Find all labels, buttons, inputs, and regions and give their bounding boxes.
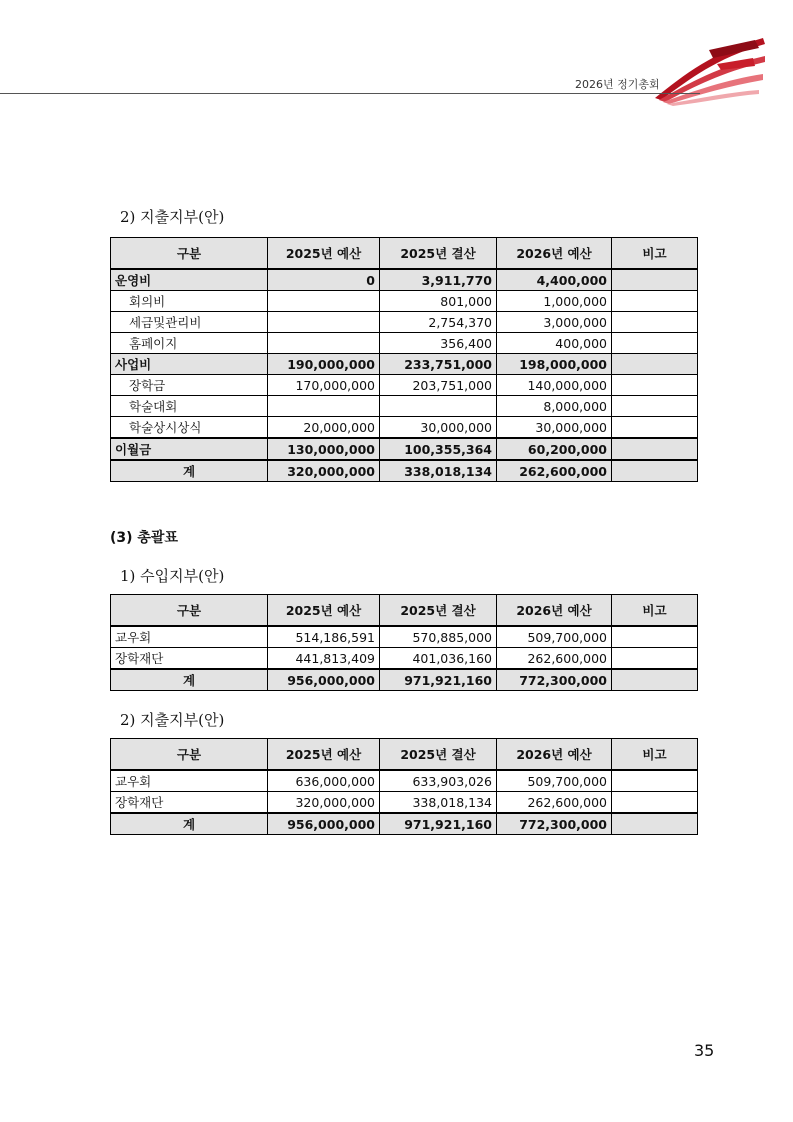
table-row (111, 375, 698, 396)
cell-budget-2026: 60,200,000 (497, 438, 612, 460)
cell-settle-2025: 570,885,000 (380, 626, 497, 648)
cell-settle-2025: 3,911,770 (380, 269, 497, 291)
table-header-row (111, 238, 698, 270)
cell-budget-2026: 262,600,000 (497, 792, 612, 814)
table-total-row (111, 813, 698, 835)
cell-note (612, 333, 698, 354)
column-header: 구분 (111, 595, 268, 627)
column-header: 2025년 결산 (380, 238, 497, 270)
expense-heading: 2) 지출지부(안) (120, 208, 225, 226)
table-header-row (111, 595, 698, 627)
cell-settle-2025: 338,018,134 (380, 460, 497, 482)
cell-note (612, 626, 698, 648)
cell-note (612, 417, 698, 439)
cell-budget-2025: 514,186,591 (268, 626, 380, 648)
table-total-row (111, 669, 698, 691)
cell-budget-2025: 636,000,000 (268, 770, 380, 792)
cell-settle-2025: 203,751,000 (380, 375, 497, 396)
cell-settle-2025: 233,751,000 (380, 354, 497, 375)
cell-budget-2025: 320,000,000 (268, 792, 380, 814)
cell-budget-2026: 262,600,000 (497, 648, 612, 670)
row-label: 사업비 (111, 354, 268, 375)
cell-budget-2026: 400,000 (497, 333, 612, 354)
cell-budget-2025: 190,000,000 (268, 354, 380, 375)
row-label: 계 (111, 669, 268, 691)
table-row (111, 770, 698, 792)
column-header: 비고 (612, 739, 698, 771)
cell-note (612, 669, 698, 691)
table-row (111, 333, 698, 354)
income-heading: 1) 수입지부(안) (120, 567, 225, 585)
cell-settle-2025: 971,921,160 (380, 813, 497, 835)
row-label: 세금및관리비 (111, 312, 268, 333)
cell-budget-2026: 30,000,000 (497, 417, 612, 439)
cell-settle-2025: 338,018,134 (380, 792, 497, 814)
cell-note (612, 396, 698, 417)
cell-settle-2025: 971,921,160 (380, 669, 497, 691)
cell-budget-2025: 20,000,000 (268, 417, 380, 439)
cell-budget-2025 (268, 291, 380, 312)
cell-budget-2025: 130,000,000 (268, 438, 380, 460)
row-label: 교우회 (111, 770, 268, 792)
column-header: 비고 (612, 238, 698, 270)
column-header: 2025년 예산 (268, 595, 380, 627)
column-header: 구분 (111, 238, 268, 270)
column-header: 2025년 예산 (268, 739, 380, 771)
row-label: 장학재단 (111, 648, 268, 670)
column-header: 2026년 예산 (497, 595, 612, 627)
cell-settle-2025: 801,000 (380, 291, 497, 312)
row-label: 계 (111, 460, 268, 482)
page-number: 35 (694, 1041, 715, 1060)
cell-note (612, 375, 698, 396)
column-header: 2026년 예산 (497, 238, 612, 270)
table-row (111, 396, 698, 417)
cell-settle-2025: 633,903,026 (380, 770, 497, 792)
cell-budget-2025 (268, 396, 380, 417)
summary-income-table (110, 594, 698, 691)
cell-note (612, 792, 698, 814)
cell-note (612, 438, 698, 460)
cell-budget-2026: 140,000,000 (497, 375, 612, 396)
table-row (111, 648, 698, 670)
row-label: 학술상시상식 (111, 417, 268, 439)
cell-budget-2025 (268, 333, 380, 354)
row-label: 홈페이지 (111, 333, 268, 354)
table-row (111, 291, 698, 312)
cell-budget-2026: 4,400,000 (497, 269, 612, 291)
column-header: 2025년 예산 (268, 238, 380, 270)
cell-settle-2025: 2,754,370 (380, 312, 497, 333)
cell-budget-2025: 956,000,000 (268, 813, 380, 835)
table-row (111, 626, 698, 648)
cell-budget-2026: 1,000,000 (497, 291, 612, 312)
row-label: 교우회 (111, 626, 268, 648)
header-title: 2026년 정기총회 (575, 78, 660, 91)
column-header: 2025년 결산 (380, 595, 497, 627)
expense-summary-heading: 2) 지출지부(안) (120, 711, 225, 729)
header-swoosh-logo (655, 30, 767, 106)
cell-note (612, 813, 698, 835)
cell-budget-2026: 8,000,000 (497, 396, 612, 417)
cell-note (612, 312, 698, 333)
cell-budget-2026: 509,700,000 (497, 770, 612, 792)
cell-budget-2025: 0 (268, 269, 380, 291)
table-row (111, 792, 698, 814)
cell-settle-2025: 356,400 (380, 333, 497, 354)
cell-note (612, 460, 698, 482)
row-label: 회의비 (111, 291, 268, 312)
table-row (111, 354, 698, 375)
summary-expense-table (110, 738, 698, 835)
cell-note (612, 648, 698, 670)
row-label: 이월금 (111, 438, 268, 460)
row-label: 장학재단 (111, 792, 268, 814)
cell-budget-2026: 772,300,000 (497, 813, 612, 835)
row-label: 학술대회 (111, 396, 268, 417)
table-row (111, 269, 698, 291)
cell-note (612, 291, 698, 312)
column-header: 구분 (111, 739, 268, 771)
cell-settle-2025: 30,000,000 (380, 417, 497, 439)
cell-budget-2026: 198,000,000 (497, 354, 612, 375)
column-header: 2026년 예산 (497, 739, 612, 771)
summary-heading: (3) 총괄표 (110, 530, 178, 546)
cell-settle-2025: 401,036,160 (380, 648, 497, 670)
row-label: 계 (111, 813, 268, 835)
row-label: 장학금 (111, 375, 268, 396)
column-header: 2025년 결산 (380, 739, 497, 771)
expense-detail-table (110, 237, 698, 482)
cell-budget-2026: 772,300,000 (497, 669, 612, 691)
cell-budget-2026: 3,000,000 (497, 312, 612, 333)
cell-settle-2025 (380, 396, 497, 417)
column-header: 비고 (612, 595, 698, 627)
table-row (111, 312, 698, 333)
cell-note (612, 354, 698, 375)
table-row (111, 438, 698, 460)
cell-note (612, 770, 698, 792)
cell-note (612, 269, 698, 291)
header-divider (0, 93, 700, 94)
table-row (111, 417, 698, 439)
cell-budget-2025 (268, 312, 380, 333)
cell-budget-2025: 170,000,000 (268, 375, 380, 396)
cell-budget-2026: 509,700,000 (497, 626, 612, 648)
cell-budget-2026: 262,600,000 (497, 460, 612, 482)
table-header-row (111, 739, 698, 771)
cell-settle-2025: 100,355,364 (380, 438, 497, 460)
table-total-row (111, 460, 698, 482)
cell-budget-2025: 956,000,000 (268, 669, 380, 691)
cell-budget-2025: 441,813,409 (268, 648, 380, 670)
cell-budget-2025: 320,000,000 (268, 460, 380, 482)
row-label: 운영비 (111, 269, 268, 291)
